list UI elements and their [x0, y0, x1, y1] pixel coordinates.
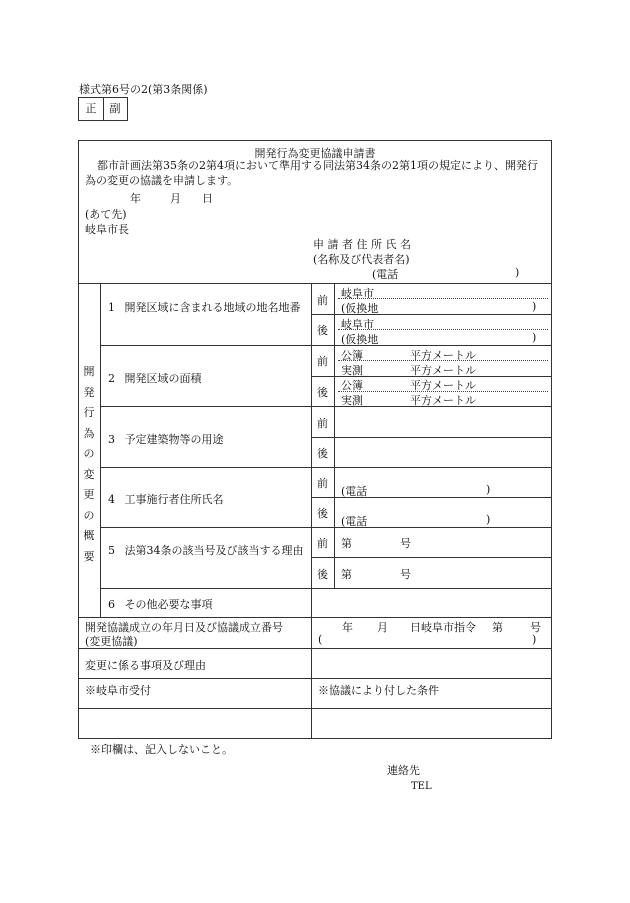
receipt-label: ※岐阜市受付 [85, 684, 151, 697]
item-4-label [108, 491, 224, 507]
item-1-label [108, 300, 308, 315]
addressee: 岐阜市長 [85, 223, 129, 236]
intro-text: 都市計画法第35条の2第4項において準用する同法第34条の2第1項の規定により、開発行為の変更の協議を申請します。 [85, 159, 538, 187]
conditions-label: ※協議により付した条件 [318, 684, 439, 697]
item-2-after-kobo-unit: 平方メートル [410, 379, 476, 392]
item-2-label [108, 370, 202, 386]
applicant-phone: (電話 [372, 268, 399, 281]
note: ※印欄は、記入しないこと。 [90, 743, 233, 756]
item-3-before: 前 [317, 417, 328, 430]
item-3-num: 3 [108, 433, 115, 446]
copy-mark-original: 正 [79, 98, 104, 120]
agreement-month: 月 [377, 621, 388, 634]
item-1-num: 1 [108, 301, 115, 314]
item-2-before-kobo: 公簿 [341, 349, 363, 362]
item-5-after: 後 [317, 568, 328, 581]
applicant-label: 申 請 者 住 所 氏 名 [313, 238, 411, 251]
tel-label: TEL [411, 781, 432, 792]
agreement-day-city: 日岐阜市指令 [410, 621, 476, 634]
date-day: 日 [202, 192, 213, 205]
item-2-before-jissoku: 実測 [341, 364, 363, 377]
item-4-after-phone: (電話 [341, 515, 368, 528]
item-2-after-jissoku: 実測 [341, 394, 363, 407]
item-5-after-go: 号 [400, 568, 411, 581]
addressee-prefix: (あて先) [85, 208, 127, 221]
item-2-num: 2 [108, 372, 115, 385]
item-4-num: 4 [108, 493, 115, 506]
item-2-before-jissoku-unit: 平方メートル [410, 364, 476, 377]
change-reason-label: 変更に係る事項及び理由 [85, 659, 206, 672]
applicant-phone-close: ) [515, 266, 520, 279]
item-5-text: 法第34条の該当号及び該当する理由 [124, 544, 304, 557]
item-5-before-go: 号 [400, 537, 411, 550]
form-number: 様式第6号の2(第3条関係) [79, 83, 208, 96]
item-6-num: 6 [108, 598, 115, 611]
agreement-open: ( [318, 633, 323, 646]
item-3-label [108, 431, 224, 447]
item-2-after-jissoku-unit: 平方メートル [410, 394, 476, 407]
date-month: 月 [170, 192, 181, 205]
applicant-rep: (名称及び代表者名) [313, 253, 410, 266]
item-5-before: 前 [317, 537, 328, 550]
agreement-label: 開発協議成立の年月日及び協議成立番号 [85, 621, 283, 634]
item-4-before-phone: (電話 [341, 485, 368, 498]
item-2-after: 後 [317, 386, 328, 399]
item-1-before-close: ) [532, 300, 537, 313]
item-6-label [108, 596, 213, 612]
form-title: 開発行為変更協議申請書 [254, 147, 376, 160]
item-2-before-kobo-unit: 平方メートル [410, 349, 476, 362]
item-1-before: 前 [317, 294, 328, 307]
agreement-year: 年 [342, 621, 353, 634]
item-2-after-kobo: 公簿 [341, 379, 363, 392]
item-5-before-dai: 第 [341, 537, 352, 550]
item-1-after-city: 岐阜市 [341, 318, 374, 331]
item-4-before: 前 [317, 477, 328, 490]
copy-mark-duplicate: 副 [109, 102, 121, 115]
item-4-after: 後 [317, 507, 328, 520]
item-2-before: 前 [317, 355, 328, 368]
agreement-sublabel: (変更協議) [85, 635, 138, 648]
item-5-label [108, 543, 308, 558]
item-5-num: 5 [108, 544, 115, 557]
item-2-text: 開発区域の面積 [124, 372, 202, 385]
item-4-before-phone-close: ) [486, 483, 491, 496]
copy-marks-box [78, 97, 128, 121]
item-1-after-close: ) [532, 331, 537, 344]
item-4-text: 工事施行者住所氏名 [124, 493, 224, 506]
contact-label: 連絡先 [387, 764, 420, 777]
item-4-after-phone-close: ) [486, 513, 491, 526]
item-1-text: 開発区域に含まれる地域の地名地番 [124, 301, 301, 314]
item-1-after: 後 [317, 324, 328, 337]
item-1-before-tmp: (仮換地 [341, 302, 379, 315]
item-1-before-city: 岐阜市 [341, 287, 374, 300]
agreement-close: ) [532, 633, 537, 646]
item-6-text: その他必要な事項 [124, 598, 213, 611]
agreement-dai: 第 [492, 621, 503, 634]
summary-label: 開発行為の変更の概要 [83, 365, 95, 563]
item-3-after: 後 [317, 447, 328, 460]
agreement-go: 号 [530, 621, 541, 634]
item-1-after-tmp: (仮換地 [341, 333, 379, 346]
item-3-text: 予定建築物等の用途 [124, 433, 224, 446]
item-5-after-dai: 第 [341, 568, 352, 581]
date-year: 年 [130, 192, 141, 205]
